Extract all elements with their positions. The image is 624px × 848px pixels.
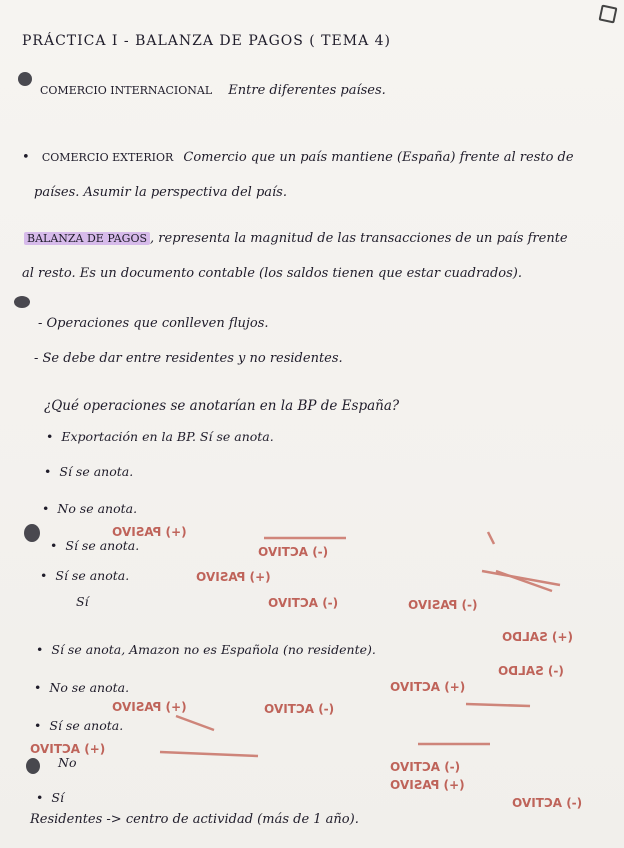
answer-item: • Exportación en la BP. Sí se anota. (46, 429, 274, 444)
term-comercio-exterior: COMERCIO EXTERIOR (41, 151, 174, 164)
ink-blot (24, 524, 40, 542)
ink-blot (26, 758, 40, 774)
term-comercio-internacional: COMERCIO INTERNACIONAL (40, 84, 213, 97)
bleed-stroke (176, 716, 214, 730)
bleed-stroke (160, 752, 258, 756)
bleed-text: (-) ACTIVO (512, 796, 583, 810)
answer-item: • Sí (36, 790, 64, 805)
page-title: PRÁCTICA I - BALANZA DE PAGOS ( TEMA 4) (22, 33, 392, 49)
answer-item: • Sí se anota, Amazon no es Española (no residente). (36, 642, 376, 657)
answer-item: • Sí se anota. (44, 464, 133, 479)
bleed-text: (-) SALDO (498, 664, 564, 678)
term-balanza-de-pagos: BALANZA DE PAGOS (24, 232, 150, 245)
bleed-stroke (482, 571, 560, 585)
comercio-exterior-text: Comercio que un país mantiene (España) frente al resto de (183, 150, 574, 165)
rule-item: - Operaciones que conlleven flujos. (38, 316, 269, 331)
balanza-text: , representa la magnitud de las transacciones de un país frente (150, 231, 568, 246)
answer-item: • Sí se anota. (34, 718, 123, 733)
comercio-internacional-line (40, 83, 386, 98)
def-comercio-internacional: Entre diferentes países. (228, 83, 386, 98)
bleed-stroke (488, 532, 494, 544)
ink-blot (14, 296, 30, 308)
bleed-text: (+) ACTIVO (30, 742, 106, 756)
bleed-text: (-) PASIVO (408, 598, 478, 612)
bleed-text: (+) ACTIVO (390, 680, 466, 694)
comercio-exterior-line1 (22, 150, 574, 165)
answer-item: Sí (76, 594, 89, 609)
bleed-text: (+) PASIVO (112, 525, 187, 539)
question: ¿Qué operaciones se anotarían en la BP de España? (44, 398, 400, 414)
bleed-text: (-) ACTIVO (258, 545, 329, 559)
bleed-text: (+) PASIVO (196, 570, 271, 584)
balanza-line1 (24, 231, 568, 246)
answer-item: • No se anota. (42, 501, 137, 516)
bleed-stroke (466, 704, 530, 706)
answer-item: • No se anota. (34, 680, 129, 695)
bleed-text: (-) ACTIVO (390, 760, 461, 774)
bleed-text: (+) PASIVO (112, 700, 187, 714)
balanza-line2: al resto. Es un documento contable (los saldos tienen que estar cuadrados). (22, 266, 522, 281)
bleed-text: (-) ACTIVO (268, 596, 339, 610)
answer-item: • Sí se anota. (40, 568, 129, 583)
comercio-exterior-line2: países. Asumir la perspectiva del país. (34, 185, 287, 200)
answer-item: • Sí se anota. (50, 538, 139, 553)
bleed-text: (+) PASIVO (390, 778, 465, 792)
answer-item: No (58, 755, 77, 770)
footer-note: Residentes -> centro de actividad (más de 1 año). (30, 812, 359, 827)
rule-item: - Se debe dar entre residentes y no residentes. (34, 351, 343, 366)
ink-blot (18, 72, 32, 86)
bleed-text: (+) SALDO (502, 630, 573, 644)
bleed-text: (-) ACTIVO (264, 702, 335, 716)
